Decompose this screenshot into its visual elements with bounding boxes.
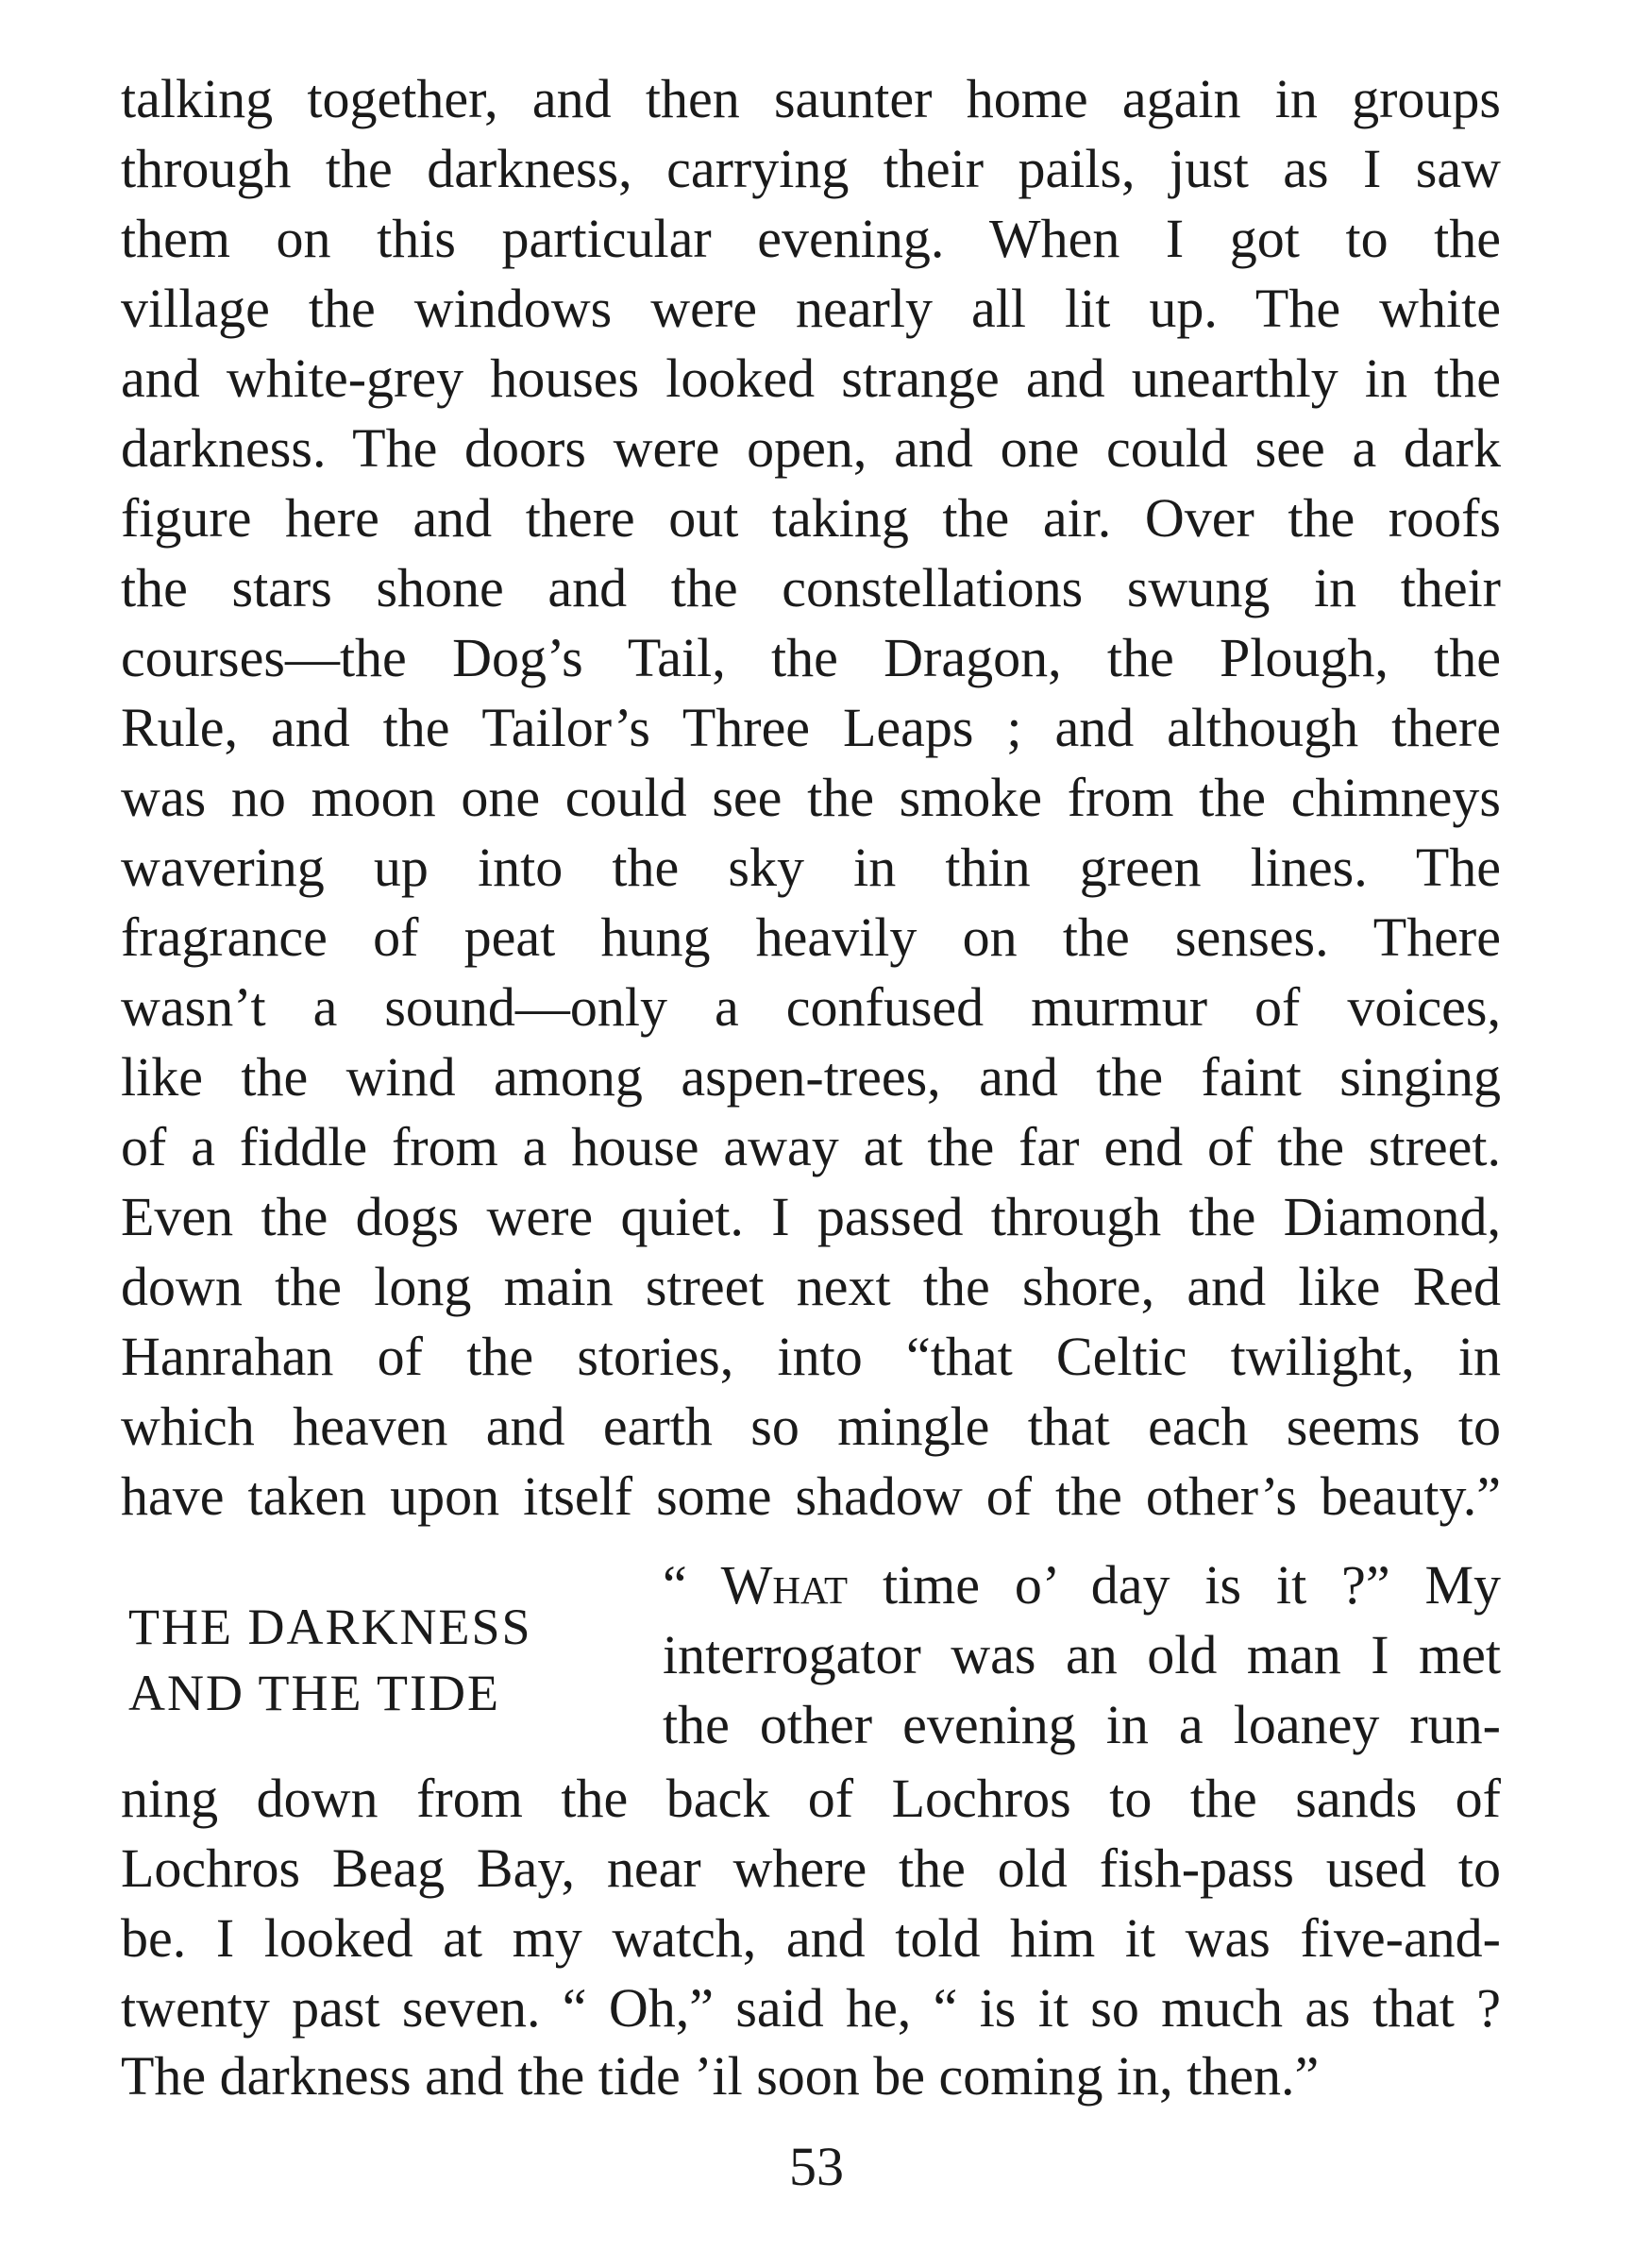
- text-line: have taken upon itself some shadow of the other’s beauty.”: [121, 1465, 1501, 1527]
- text-line: and white-grey houses looked strange and unearthly in the: [121, 347, 1501, 409]
- text-line: of a fiddle from a house away at the far end of the street.: [121, 1116, 1501, 1177]
- text-line: courses—the Dog’s Tail, the Dragon, the Plough, the: [121, 627, 1501, 688]
- text-line: darkness. The doors were open, and one could see a dark: [121, 417, 1501, 479]
- text-line: down the long main street next the shore, and like Red: [121, 1256, 1501, 1317]
- text-line: through the darkness, carrying their pails, just as I saw: [121, 138, 1501, 199]
- section-opening-rest: time o’ day is it ?” My: [882, 1554, 1502, 1616]
- text-line: figure here and there out taking the air. Over the roofs: [121, 487, 1501, 549]
- section-heading-line: THE DARKNESS: [128, 1599, 532, 1655]
- text-line: twenty past seven. “ Oh,” said he, “ is it so much as that ?: [121, 1977, 1501, 2039]
- text-line: ning down from the back of Lochros to the sands of: [121, 1768, 1501, 1829]
- section-opening-word: “ What: [663, 1554, 849, 1616]
- text-line: interrogator was an old man I met: [663, 1624, 1501, 1685]
- text-line: the stars shone and the constellations swung in their: [121, 557, 1501, 618]
- page-number: 53: [789, 2136, 844, 2197]
- text-line: was no moon one could see the smoke from the chimneys: [121, 767, 1501, 828]
- text-line: the other evening in a loaney run-: [663, 1694, 1501, 1755]
- text-line: Even the dogs were quiet. I passed through the Diamond,: [121, 1186, 1501, 1247]
- section-heading-line: AND THE TIDE: [128, 1665, 500, 1721]
- text-line: wavering up into the sky in thin green lines. The: [121, 837, 1501, 898]
- text-line: [663, 1554, 1501, 1616]
- text-line: Hanrahan of the stories, into “that Celtic twilight, in: [121, 1326, 1501, 1387]
- text-line: which heaven and earth so mingle that each seems to: [121, 1396, 1501, 1457]
- text-line: like the wind among aspen-trees, and the faint singing: [121, 1046, 1501, 1108]
- text-line: Rule, and the Tailor’s Three Leaps ; and although there: [121, 697, 1501, 758]
- text-line: wasn’t a sound—only a confused murmur of voices,: [121, 976, 1501, 1038]
- text-line: talking together, and then saunter home again in groups: [121, 68, 1501, 129]
- text-line: Lochros Beag Bay, near where the old fish-pass used to: [121, 1837, 1501, 1899]
- text-line: fragrance of peat hung heavily on the senses. There: [121, 906, 1501, 968]
- text-line: them on this particular evening. When I got to the: [121, 208, 1501, 269]
- text-line: village the windows were nearly all lit up. The white: [121, 278, 1501, 339]
- text-line: The darkness and the tide ’il soon be coming in, then.”: [121, 2045, 1320, 2107]
- text-line: be. I looked at my watch, and told him it was five-and-: [121, 1907, 1501, 1969]
